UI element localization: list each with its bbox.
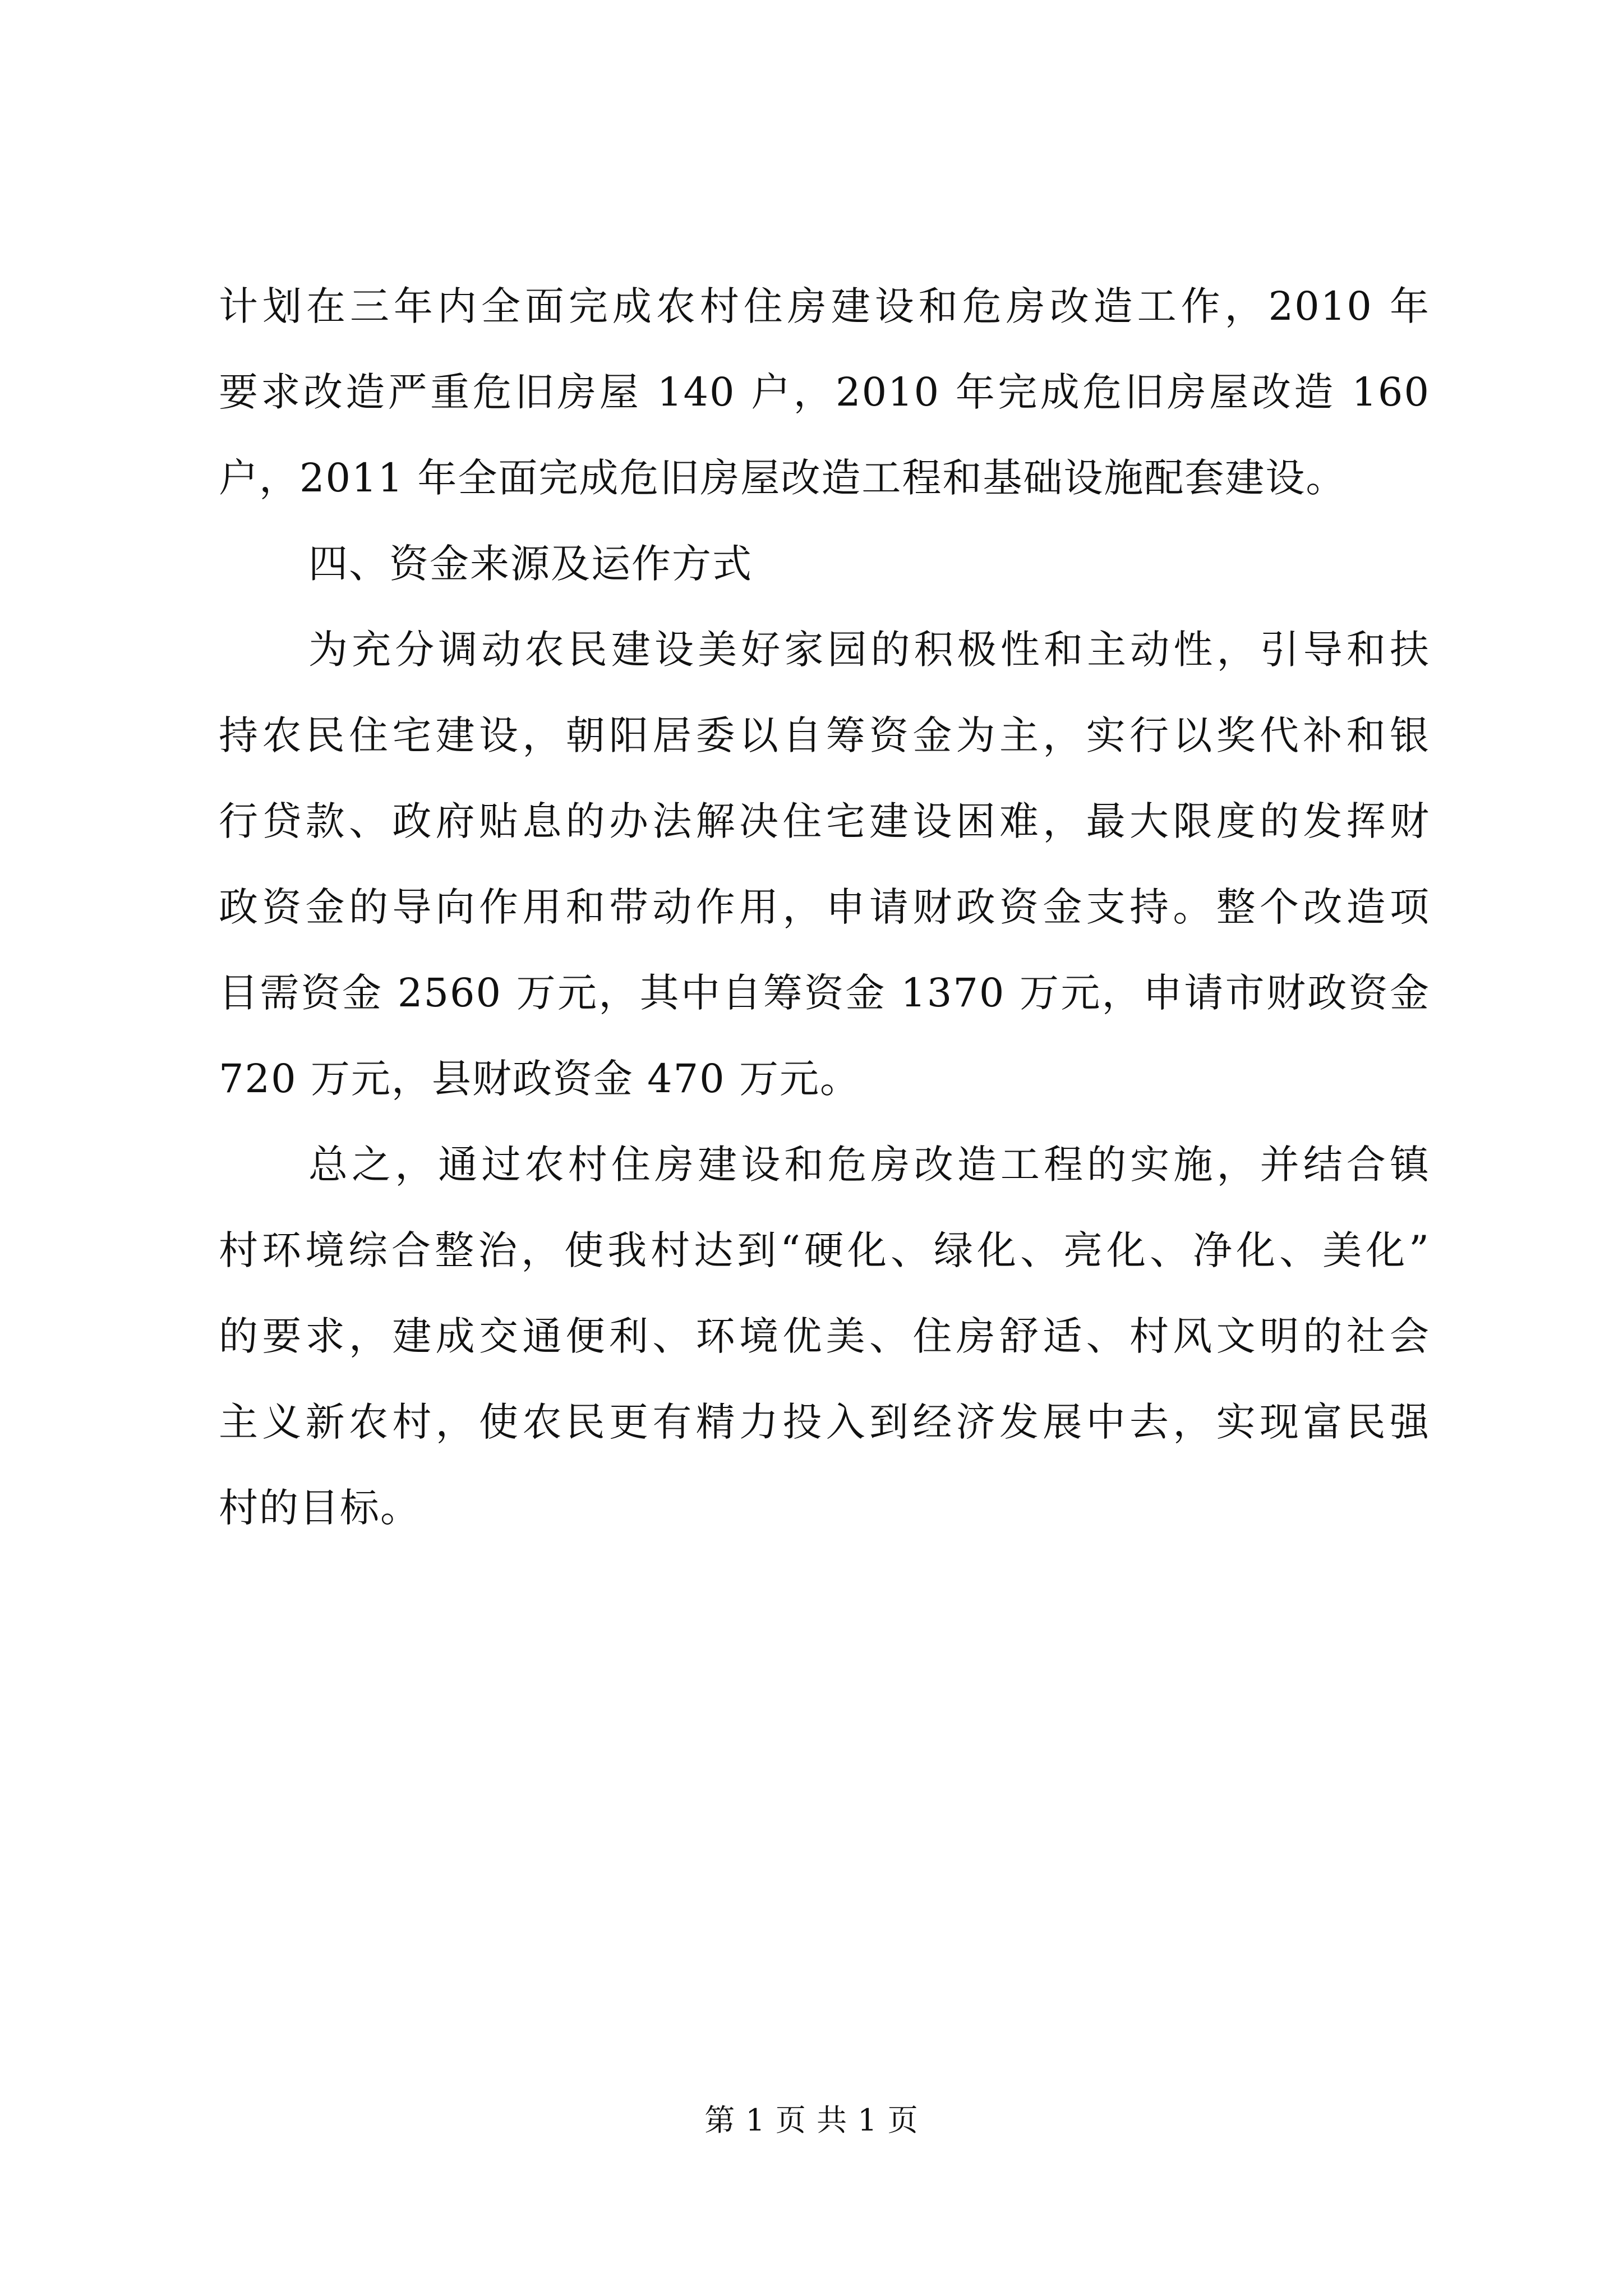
paragraph-line: 目需资金 2560 万元，其中自筹资金 1370 万元，申请市财政资金 [219,970,1430,1016]
paragraph-line: 户，2011 年全面完成危旧房屋改造工程和基础设施配套建设。 [219,455,1347,501]
section-heading: 四、资金来源及运作方式 [308,541,753,587]
paragraph-line: 行贷款、政府贴息的办法解决住宅建设困难，最大限度的发挥财 [219,798,1430,844]
paragraph-line: 的要求，建成交通便利、环境优美、住房舒适、村风文明的社会 [219,1313,1430,1359]
paragraph-line: 720 万元，县财政资金 470 万元。 [219,1056,860,1102]
page-number: 第 1 页 共 1 页 [704,2102,919,2138]
paragraph-line: 主义新农村，使农民更有精力投入到经济发展中去，实现富民强 [219,1399,1430,1445]
paragraph-line: 总之，通过农村住房建设和危房改造工程的实施，并结合镇 [308,1142,1430,1188]
paragraph-line: 持农民住宅建设，朝阳居委以自筹资金为主，实行以奖代补和银 [219,712,1430,758]
paragraph-line: 村的目标。 [219,1485,421,1531]
paragraph-line: 村环境综合整治，使我村达到“硬化、绿化、亮化、净化、美化” [219,1227,1430,1273]
document-body [219,264,1430,1551]
paragraph-line: 为充分调动农民建设美好家园的积极性和主动性，引导和扶 [308,627,1430,673]
paragraph-line: 要求改造严重危旧房屋 140 户，2010 年完成危旧房屋改造 160 [219,369,1430,415]
paragraph-line: 计划在三年内全面完成农村住房建设和危房改造工作，2010 年 [219,283,1430,329]
paragraph-line: 政资金的导向作用和带动作用，申请财政资金支持。整个改造项 [219,884,1430,930]
